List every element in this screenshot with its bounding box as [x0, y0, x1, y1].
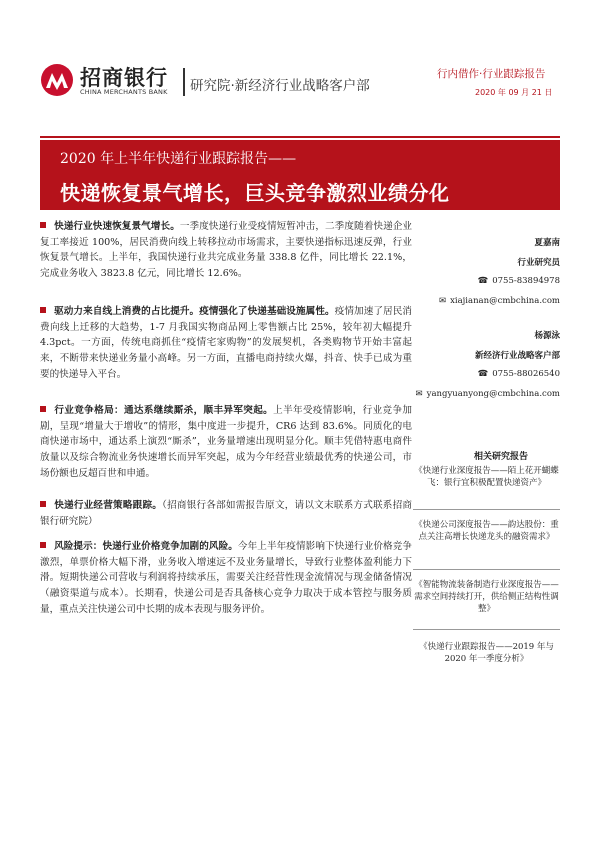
related-report-item[interactable]: 《智能物流装备制造行业深度报告——需求空间持续打开，供给侧正结构性调整》: [414, 580, 559, 614]
paragraph-heading: 快递行业经营策略跟踪。: [54, 500, 163, 511]
brand-name-english: CHINA MERCHANTS BANK: [80, 88, 168, 96]
email-icon: ✉: [438, 296, 447, 306]
analyst-role: 新经济行业战略客户部: [474, 351, 560, 361]
related-report-item[interactable]: 《快递公司深度报告——韵达股份：重点关注高增长快递龙头的融资需求》: [414, 520, 559, 542]
header-divider: [183, 68, 185, 96]
phone-icon: ☎: [477, 369, 489, 379]
department-name: 研究院·新经济行业战略客户部: [190, 78, 370, 94]
paragraph-body: 今年上半年疫情影响下快递行业价格竞争激烈，单票价格大幅下滑，业务收入增速远不及业务量增长，导致行业整体盈利能力下滑。短期快递公司营收与利润将持续承压，需要关注经营性现金流情况与现金储备情况（融资渠道与成本）。长期看，快递公司是否具备核心竞争力取决于成本管控与服务质量，重点关注快递公司中长期的成本表现与服务评价。: [40, 541, 413, 615]
paragraph-body: （招商银行各部如需报告原文，请以文末联系方式联系招商银行研究院）: [40, 500, 413, 527]
paragraph-body: 上半年受疫情影响，行业竞争加剧，呈现“增量大于增收”的情形，集中度进一步提升，CR6 达到 83.6%。同质化的电商快递市场中，通达系上演烈“厮杀”，业务量增速出现明显分化。顺丰凭借特惠电商件放量以及综合物流业务快速增长而异军突起，成为今年经营业绩最优秀的快递公司，市场份额也反超百世和申通。: [40, 405, 413, 479]
related-report-item[interactable]: 《快递行业跟踪报告——2019 年与 2020 年一季度分析》: [419, 642, 554, 664]
report-date: 2020 年 09 月 21 日: [475, 88, 553, 97]
analyst-name: 杨源泳: [534, 331, 560, 341]
bullet-icon: [40, 222, 46, 228]
analyst-email[interactable]: ✉ xiajianan@cmbchina.com: [438, 296, 560, 306]
analyst-email[interactable]: ✉ yangyuanyong@cmbchina.com: [415, 389, 560, 399]
report-subtitle: 2020 年上半年快递行业跟踪报告——: [60, 151, 297, 167]
divider: [413, 569, 560, 570]
paragraph-heading: 行业竞争格局：通达系继续厮杀，顺丰异军突起。: [54, 405, 274, 416]
banner-top-rule: [40, 136, 560, 138]
analyst-phone: ☎ 0755-88026540: [477, 369, 560, 379]
phone-icon: ☎: [477, 276, 489, 286]
brand-name: 招商银行: [80, 66, 168, 90]
related-report-item[interactable]: 《快递行业深度报告——陌上花开蝴蝶飞：银行宜积极配置快递资产》: [414, 466, 559, 488]
bullet-icon: [40, 542, 46, 548]
divider: [413, 509, 560, 510]
related-reports-title: 相关研究报告: [474, 452, 529, 462]
analyst-name: 夏嘉南: [534, 238, 560, 248]
summary-paragraph: [40, 219, 412, 282]
summary-paragraph: [40, 403, 412, 482]
report-title: 快递恢复景气增长，巨头竞争激烈业绩分化: [60, 181, 450, 205]
analyst-role: 行业研究员: [517, 258, 560, 268]
bullet-icon: [40, 406, 46, 412]
report-type: 行内借作·行业跟踪报告: [437, 68, 546, 80]
summary-paragraph: [40, 304, 412, 383]
bank-logo-icon: [40, 63, 74, 97]
paragraph-heading: 快递行业快速恢复景气增长。: [54, 221, 180, 232]
summary-paragraph: [40, 539, 412, 618]
bullet-icon: [40, 307, 46, 313]
divider: [413, 629, 560, 630]
bullet-icon: [40, 501, 46, 507]
email-icon: ✉: [415, 389, 423, 399]
paragraph-body: 一季度快递行业受疫情短暂冲击，二季度随着快递企业复工率接近 100%，居民消费向线上转移拉动市场需求，主要快递指标迅速反弹，行业恢复景气增长。上半年，我国快递行业共完成业务量 338.8 亿件，同比增长 22.1%，完成业务收入 3823.8 亿元，同比增长 12.6%。: [40, 221, 413, 280]
paragraph-heading: 风险提示：快递行业价格竞争加剧的风险。: [54, 541, 238, 552]
paragraph-heading: 驱动力来自线上消费的占比提升。疫情强化了快递基础设施属性。: [54, 306, 335, 317]
analyst-phone: ☎ 0755-83894978: [477, 276, 560, 286]
summary-paragraph: [40, 498, 412, 529]
paragraph-body: 疫情加速了居民消费向线上迁移的大趋势，1-7 月我国实物商品网上零售额占比 25%，较年初大幅提升 4.3pct。一方面，传统电商抓住“疫情宅家购物”的发展契机，各类购物节开始丰富起来，不断带来快递业务量小高峰。另一方面，直播电商持续火爆，抖音、快手已成为重要的快递导入平台。: [40, 306, 413, 380]
